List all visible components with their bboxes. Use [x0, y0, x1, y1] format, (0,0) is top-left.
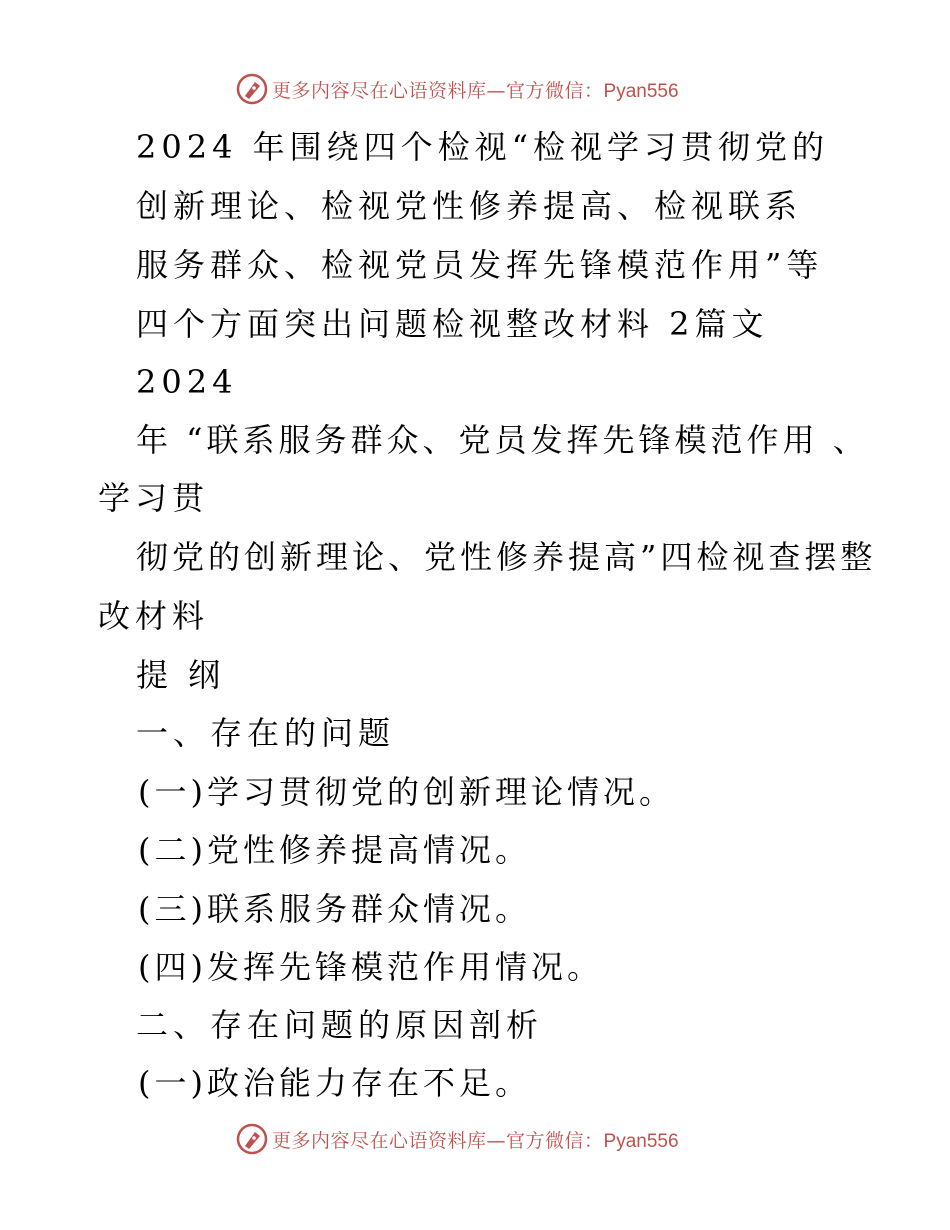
- outline-item-1-2: (二)党性修养提高情况。: [138, 831, 531, 869]
- title-line-4: 四个方面突出问题检视整改材料 2篇文: [136, 305, 769, 343]
- title-line-3: 服务群众、检视党员发挥先锋模范作用”等: [136, 246, 824, 284]
- outline-item-1-3: (三)联系服务群众情况。: [138, 890, 531, 928]
- title-line-2: 创新理论、检视党性修养提高、检视联系: [136, 187, 803, 225]
- outline-item-1-1: (一)学习贯彻党的创新理论情况。: [138, 773, 675, 811]
- title-line-1: 2024 年围绕四个检视“检视学习贯彻党的: [136, 128, 829, 166]
- text-line-subtitle-4: 改材料: [98, 597, 210, 635]
- outline-heading: 提 纲: [136, 656, 226, 694]
- footer-banner-text: [272, 1126, 679, 1153]
- header-wechat-id: Pyan556: [603, 80, 679, 102]
- section-heading-1: 一、存在的问题: [136, 714, 396, 752]
- header-banner-text: [272, 76, 679, 103]
- footer-banner: [236, 1122, 679, 1156]
- pen-nib-logo-icon: [236, 1123, 268, 1155]
- outline-item-1-4: (四)发挥先锋模范作用情况。: [138, 948, 603, 986]
- text-line-subtitle-3: 彻党的创新理论、党性修养提高”四检视查摆整: [136, 538, 877, 576]
- pen-nib-logo-icon: [236, 73, 268, 105]
- footer-wechat-id: Pyan556: [603, 1130, 679, 1152]
- footer-banner-label: 更多内容尽在心语资料库—官方微信：: [272, 1129, 604, 1152]
- text-line-subtitle-2: 学习贯: [98, 479, 210, 517]
- header-banner-label: 更多内容尽在心语资料库—官方微信：: [272, 79, 604, 102]
- text-line-year: 2024: [136, 363, 238, 401]
- section-heading-2: 二、存在问题的原因剖析: [136, 1006, 544, 1044]
- outline-item-2-1: (一)政治能力存在不足。: [138, 1064, 531, 1102]
- header-banner: [236, 72, 679, 106]
- text-line-subtitle-1: 年 “联系服务群众、党员发挥先锋模范作用 、: [136, 421, 869, 459]
